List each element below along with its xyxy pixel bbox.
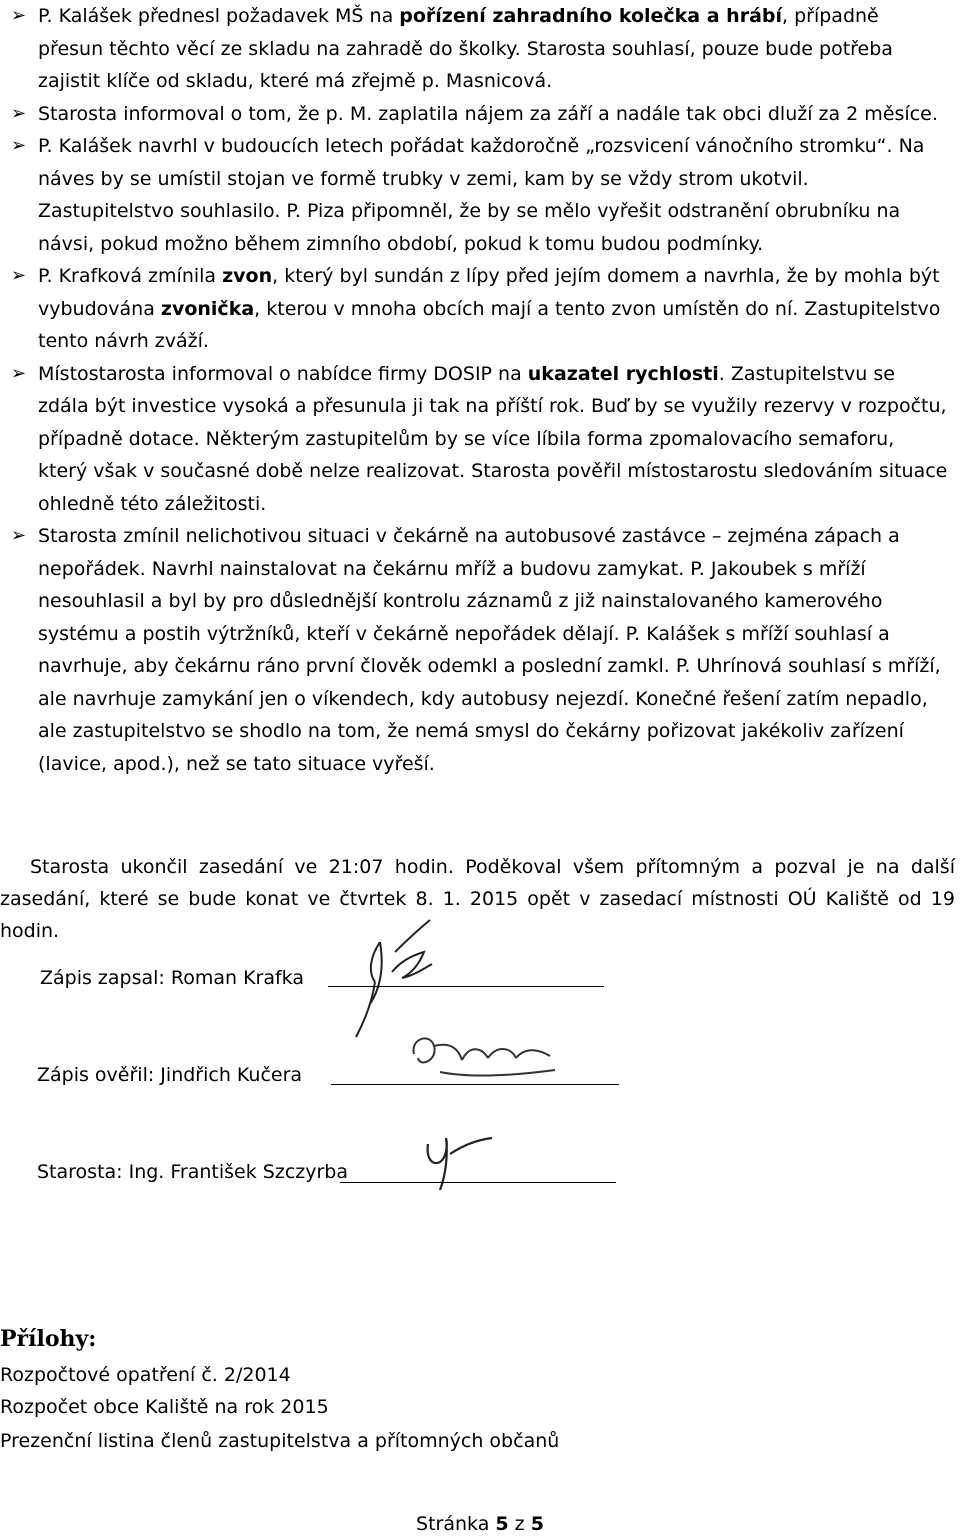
bullet-text bbox=[38, 363, 947, 515]
arrow-bullet-icon: ➢ bbox=[11, 265, 27, 286]
arrow-bullet-icon: ➢ bbox=[11, 5, 27, 26]
arrow-bullet-icon: ➢ bbox=[11, 362, 27, 384]
footer-prefix: Stránka bbox=[416, 1513, 496, 1535]
footer-total: 5 bbox=[530, 1513, 544, 1535]
text-segment: , kterou v mnoha obcích mají a tento zvon umístěn do ní. Zastupitelstvo tento návrh zváží. bbox=[38, 297, 941, 352]
closing-text: Starosta ukončil zasedání ve 21:07 hodin. Poděkoval všem přítomným a pozval je na další zasedání, které se bude konat ve čtvrtek 8. 1. 2015 opět v zasedací místnosti OÚ Kaliště od 19 hodin. bbox=[0, 856, 955, 942]
signature-verifier-label: Zápis ověřil: Jindřich Kučera bbox=[37, 1064, 303, 1086]
arrow-bullet-icon: ➢ bbox=[11, 525, 27, 546]
text-segment: P. Kalášek navrhl v budoucích letech pořádat každoročně „rozsvicení vánočního stromku“. Na náves by se umístil stojan ve formě trubky v zemi, kam by se vždy strom ukotvil. Zastupitelstvo souhlasilo. P. Piza připomněl, že by se mělo vyřešit odstranění obrubníku na návsi, pokud možno během zimního období, pokud k tomu budou podmínky. bbox=[38, 135, 925, 255]
text-segment: P. Kalášek přednesl požadavek MŠ na bbox=[38, 5, 400, 27]
bullet-item bbox=[0, 98, 948, 131]
bold-text: pořízení zahradního kolečka a hrábí bbox=[399, 5, 783, 27]
attachment-item: Rozpočet obce Kaliště na rok 2015 bbox=[0, 1396, 329, 1418]
bullet-item bbox=[0, 520, 948, 780]
bullet-item bbox=[0, 130, 948, 260]
arrow-bullet-icon: ➢ bbox=[11, 102, 27, 124]
bold-text: zvonička bbox=[160, 297, 255, 320]
attachments-title: Přílohy: bbox=[0, 1326, 97, 1352]
text-segment: Starosta zmínil nelichotivou situaci v čekárně na autobusové zastávce – zejména zápach a nepořádek. Navrhl nainstalovat na čekárnu mříž a budovu zamykat. P. Jakoubek s mříží nesouhlasil a byl by pro důslednější kontrolu záznamů z již nainstalovaného kamerového systému a postih výtržníků, kteří v čekárně nepořádek dělají. P. Kalášek s mříží souhlasí a navrhuje, aby čekárnu ráno první člověk odemkl a poslední zamkl. P. Uhrínová souhlasí s mříží, ale navrhuje zamykání jen o víkendech, kdy autobusy nejezdí. Konečné řešení zatím nepadlo, ale zastupitelstvo se shodlo na tom, že nemá smysl do čekárny pořizovat jakékoliv zařízení (lavice, apod.), než se tato situace vyřeší. bbox=[38, 525, 941, 775]
footer-page: 5 bbox=[495, 1513, 509, 1535]
signature-mayor-label: Starosta: Ing. František Szczyrba bbox=[37, 1161, 349, 1183]
text-segment: Starosta informoval o tom, že p. M. zaplatila nájem za září a nadále tak obci dluží za 2 měsíce. bbox=[38, 102, 938, 125]
text-segment: P. Krafková zmínila bbox=[38, 265, 223, 287]
bold-text: ukazatel rychlosti bbox=[527, 362, 719, 385]
signature-recorder-label: Zápis zapsal: Roman Krafka bbox=[40, 967, 304, 989]
attachment-item: Rozpočtové opatření č. 2/2014 bbox=[0, 1364, 291, 1386]
attachment-item: Prezenční listina členů zastupitelstva a přítomných občanů bbox=[0, 1430, 560, 1452]
signature-mayor-icon bbox=[410, 1124, 510, 1194]
bullet-item bbox=[0, 260, 948, 358]
arrow-bullet-icon: ➢ bbox=[11, 135, 27, 156]
text-segment: Místostarosta informoval o nabídce firmy DOSIP na bbox=[38, 362, 528, 385]
text-segment: , který byl sundán z lípy před jejím domem a navrhla, že by mohla být vybudována bbox=[38, 265, 940, 320]
signature-line bbox=[340, 1182, 616, 1183]
bullet-text bbox=[38, 265, 940, 352]
signature-recorder-icon bbox=[340, 912, 460, 1042]
bullet-text bbox=[38, 5, 893, 92]
closing-paragraph bbox=[0, 851, 955, 947]
bullet-text bbox=[38, 135, 924, 255]
page-footer bbox=[0, 1512, 960, 1536]
bullet-item bbox=[0, 0, 948, 98]
signature-line bbox=[331, 1084, 619, 1085]
bullet-text bbox=[38, 525, 941, 775]
footer-middle: z bbox=[508, 1513, 531, 1535]
signature-line bbox=[328, 986, 604, 987]
bullet-text bbox=[38, 103, 938, 125]
bold-text: zvon bbox=[222, 265, 273, 287]
bullet-item bbox=[0, 358, 948, 521]
text-segment: . Zastupitelstvu se zdála být investice vysoká a přesunula ji tak na příští rok. Buď by se využily rezervy v rozpočtu, případně dotace. Některým zastupitelům by se více líbila forma zpomalovacího semaforu, který však v současné době nelze realizovat. Starosta pověřil místostarostu sledováním situace ohledně této záležitosti. bbox=[38, 362, 948, 515]
text-segment: , případně přesun těchto věcí ze skladu na zahradě do školky. Starosta souhlasí, pouze bude potřeba zajistit klíče od skladu, které má zřejmě p. Masnicová. bbox=[38, 5, 893, 92]
